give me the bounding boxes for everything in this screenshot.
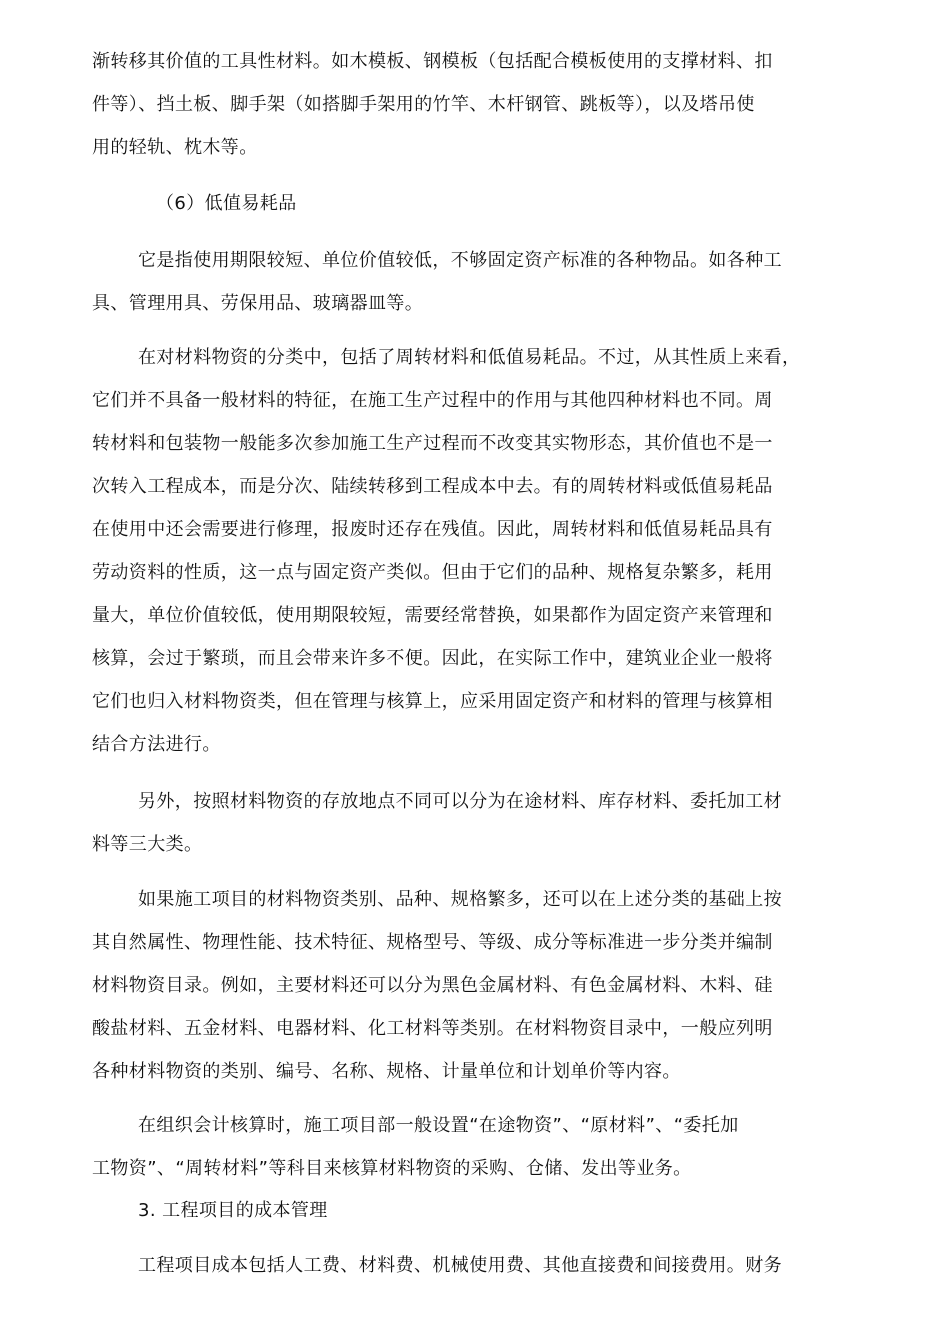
classification-line-4: 次转入工程成本，而是分次、陆续转移到工程成本中去。有的周转材料或低值易耗品 bbox=[92, 476, 773, 497]
classification-line-5: 在使用中还会需要进行修理，报废时还存在残值。因此，周转材料和低值易耗品具有 bbox=[92, 519, 773, 540]
classification-line-3: 转材料和包装物一般能多次参加施工生产过程而不改变其实物形态，其价值也不是一 bbox=[92, 433, 773, 454]
accounting-line-1: 在组织会计核算时，施工项目部一般设置“在途物资”、“原材料”、“委托加 bbox=[138, 1115, 739, 1136]
catalog-line-4: 酸盐材料、五金材料、电器材料、化工材料等类别。在材料物资目录中，一般应列明 bbox=[92, 1018, 773, 1039]
section-heading-cost-management: 3. 工程项目的成本管理 bbox=[138, 1200, 328, 1221]
location-line-1: 另外，按照材料物资的存放地点不同可以分为在途材料、库存材料、委托加工材 bbox=[138, 791, 782, 812]
low-value-line-2: 具、管理用具、劳保用品、玻璃器皿等。 bbox=[92, 293, 424, 314]
section-heading-low-value-consumables: （6）低值易耗品 bbox=[156, 193, 297, 214]
cost-line-1: 工程项目成本包括人工费、材料费、机械使用费、其他直接费和间接费用。财务 bbox=[138, 1255, 782, 1276]
intro-line-2: 件等）、挡土板、脚手架（如搭脚手架用的竹竿、木杆钢管、跳板等），以及塔吊使 bbox=[92, 94, 755, 115]
classification-line-8: 核算，会过于繁琐，而且会带来许多不便。因此，在实际工作中，建筑业企业一般将 bbox=[92, 648, 773, 669]
catalog-line-3: 材料物资目录。例如，主要材料还可以分为黑色金属材料、有色金属材料、木料、硅 bbox=[92, 975, 773, 996]
classification-line-2: 它们并不具备一般材料的特征，在施工生产过程中的作用与其他四种材料也不同。周 bbox=[92, 390, 773, 411]
catalog-line-2: 其自然属性、物理性能、技术特征、规格型号、等级、成分等标准进一步分类并编制 bbox=[92, 932, 773, 953]
intro-line-1: 渐转移其价值的工具性材料。如木模板、钢模板（包括配合模板使用的支撑材料、扣 bbox=[92, 51, 773, 72]
catalog-line-1: 如果施工项目的材料物资类别、品种、规格繁多，还可以在上述分类的基础上按 bbox=[138, 889, 782, 910]
low-value-line-1: 它是指使用期限较短、单位价值较低，不够固定资产标准的各种物品。如各种工 bbox=[138, 250, 782, 271]
classification-line-6: 劳动资料的性质，这一点与固定资产类似。但由于它们的品种、规格复杂繁多，耗用 bbox=[92, 562, 773, 583]
location-line-2: 料等三大类。 bbox=[92, 834, 203, 855]
accounting-line-2: 工物资”、“周转材料”等科目来核算材料物资的采购、仓储、发出等业务。 bbox=[92, 1158, 692, 1179]
classification-line-10: 结合方法进行。 bbox=[92, 734, 221, 755]
classification-line-1: 在对材料物资的分类中，包括了周转材料和低值易耗品。不过，从其性质上来看， bbox=[138, 347, 801, 368]
classification-line-7: 量大，单位价值较低，使用期限较短，需要经常替换，如果都作为固定资产来管理和 bbox=[92, 605, 773, 626]
intro-line-3: 用的轻轨、枕木等。 bbox=[92, 137, 258, 158]
catalog-line-5: 各种材料物资的类别、编号、名称、规格、计量单位和计划单价等内容。 bbox=[92, 1061, 681, 1082]
classification-line-9: 它们也归入材料物资类，但在管理与核算上，应采用固定资产和材料的管理与核算相 bbox=[92, 691, 773, 712]
